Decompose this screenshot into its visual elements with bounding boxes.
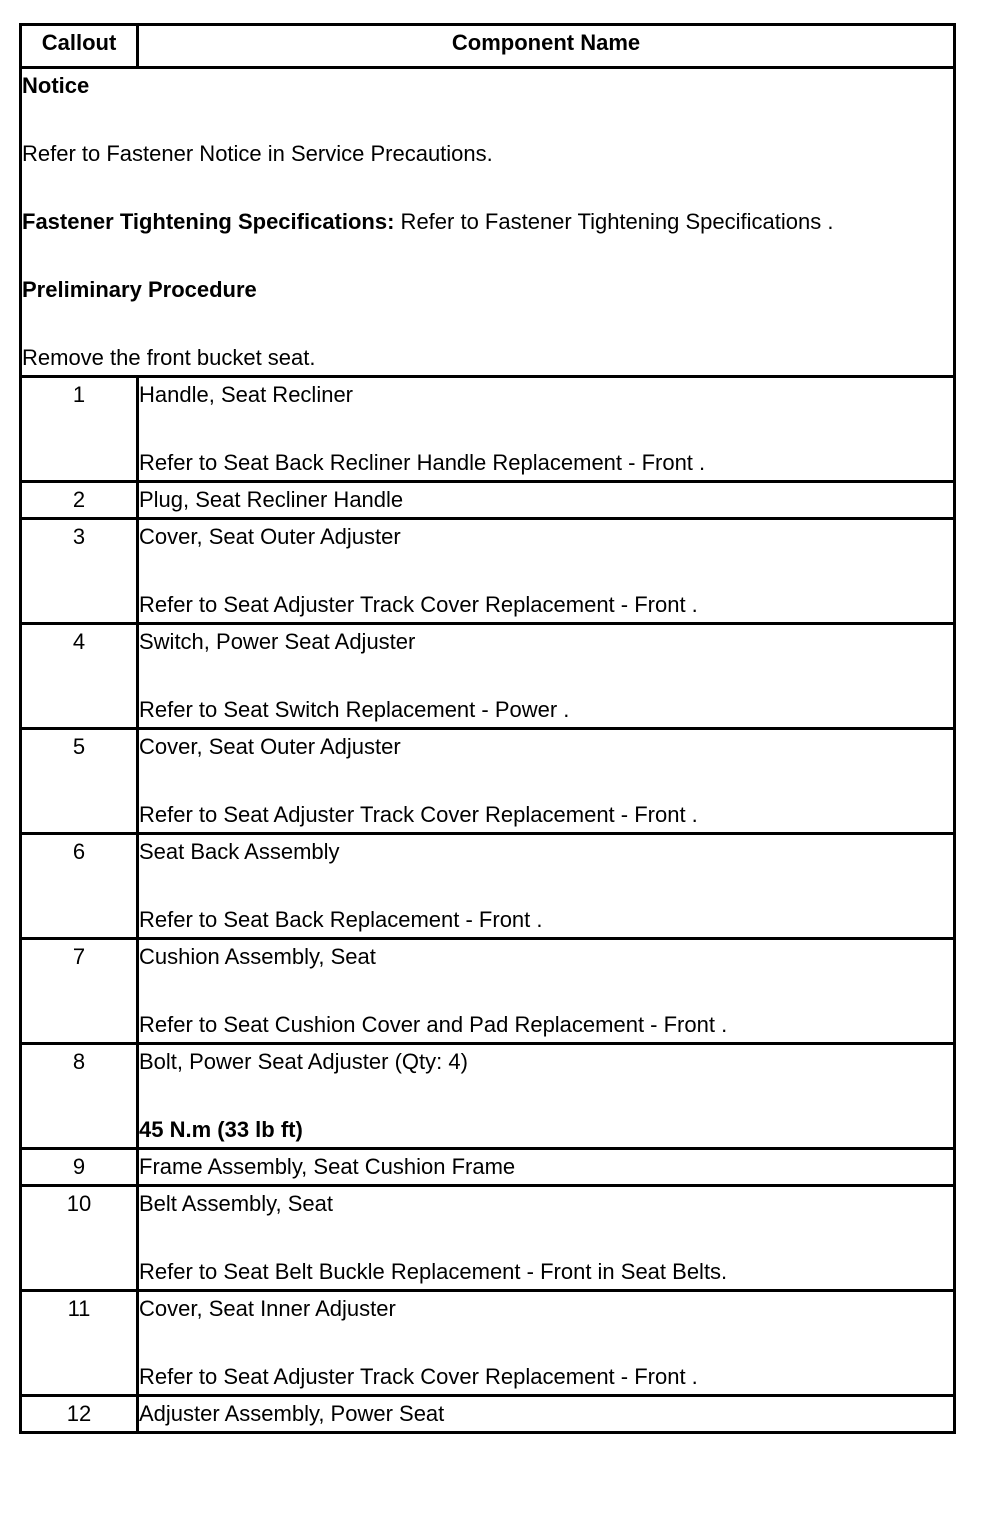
component-cell [138, 377, 955, 482]
component-name: Cover, Seat Outer Adjuster [139, 734, 401, 759]
component-name: Plug, Seat Recliner Handle [139, 487, 404, 512]
prelim-text: Remove the front bucket seat. [22, 345, 316, 370]
component-name: Seat Back Assembly [139, 839, 340, 864]
table-row [21, 729, 955, 834]
table-row [21, 834, 955, 939]
component-name: Cover, Seat Inner Adjuster [139, 1296, 396, 1321]
callout-number: 2 [21, 482, 138, 519]
notice-title: Notice [22, 73, 90, 98]
table-row [21, 519, 955, 624]
table-row [21, 624, 955, 729]
table-row [21, 1186, 955, 1291]
header-row [21, 25, 955, 68]
component-cell [138, 1186, 955, 1291]
table-row [21, 1044, 955, 1149]
component-cell [138, 624, 955, 729]
component-name: Belt Assembly, Seat [139, 1191, 334, 1216]
callout-number: 7 [21, 939, 138, 1044]
callout-number: 8 [21, 1044, 138, 1149]
callout-number: 5 [21, 729, 138, 834]
callout-number: 3 [21, 519, 138, 624]
table-row [21, 1291, 955, 1396]
component-note: Refer to Seat Cushion Cover and Pad Replacement - Front . [139, 1012, 728, 1037]
table-row [21, 939, 955, 1044]
table-row [21, 482, 955, 519]
notice-text: Refer to Fastener Notice in Service Precautions. [22, 141, 493, 166]
component-cell [138, 1149, 955, 1186]
component-name: Handle, Seat Recliner [139, 382, 354, 407]
component-note: Refer to Seat Back Recliner Handle Replacement - Front . [139, 450, 706, 475]
component-name: Frame Assembly, Seat Cushion Frame [139, 1154, 516, 1179]
component-cell [138, 1396, 955, 1433]
component-name: Adjuster Assembly, Power Seat [139, 1401, 445, 1426]
component-name: Switch, Power Seat Adjuster [139, 629, 416, 654]
notice-cell [21, 68, 955, 377]
component-cell [138, 482, 955, 519]
callout-number: 1 [21, 377, 138, 482]
component-cell [138, 729, 955, 834]
component-note: Refer to Seat Adjuster Track Cover Replacement - Front . [139, 592, 698, 617]
notice-row [21, 68, 955, 377]
component-name: Cover, Seat Outer Adjuster [139, 524, 401, 549]
component-name-header: Component Name [138, 25, 955, 68]
component-cell [138, 1044, 955, 1149]
component-note: Refer to Seat Belt Buckle Replacement - Front in Seat Belts. [139, 1259, 728, 1284]
callout-number: 4 [21, 624, 138, 729]
spec-line [22, 205, 953, 239]
table-row [21, 1149, 955, 1186]
table-row [21, 377, 955, 482]
callout-number: 12 [21, 1396, 138, 1433]
spec-text: Refer to Fastener Tightening Specifications . [394, 209, 834, 234]
component-note: Refer to Seat Back Replacement - Front . [139, 907, 543, 932]
component-note: Refer to Seat Switch Replacement - Power . [139, 697, 570, 722]
callout-number: 10 [21, 1186, 138, 1291]
component-cell [138, 1291, 955, 1396]
callout-number: 6 [21, 834, 138, 939]
table-row [21, 1396, 955, 1433]
prelim-title: Preliminary Procedure [22, 277, 257, 302]
component-cell [138, 519, 955, 624]
callout-number: 9 [21, 1149, 138, 1186]
components-table [19, 23, 956, 1434]
callout-header: Callout [21, 25, 138, 68]
component-cell [138, 939, 955, 1044]
component-cell [138, 834, 955, 939]
spec-label: Fastener Tightening Specifications: [22, 209, 395, 234]
component-name: Cushion Assembly, Seat [139, 944, 376, 969]
component-note: Refer to Seat Adjuster Track Cover Replacement - Front . [139, 1364, 698, 1389]
torque-spec: 45 N.m (33 lb ft) [139, 1117, 303, 1142]
component-name: Bolt, Power Seat Adjuster (Qty: 4) [139, 1049, 468, 1074]
component-note: Refer to Seat Adjuster Track Cover Replacement - Front . [139, 802, 698, 827]
callout-number: 11 [21, 1291, 138, 1396]
